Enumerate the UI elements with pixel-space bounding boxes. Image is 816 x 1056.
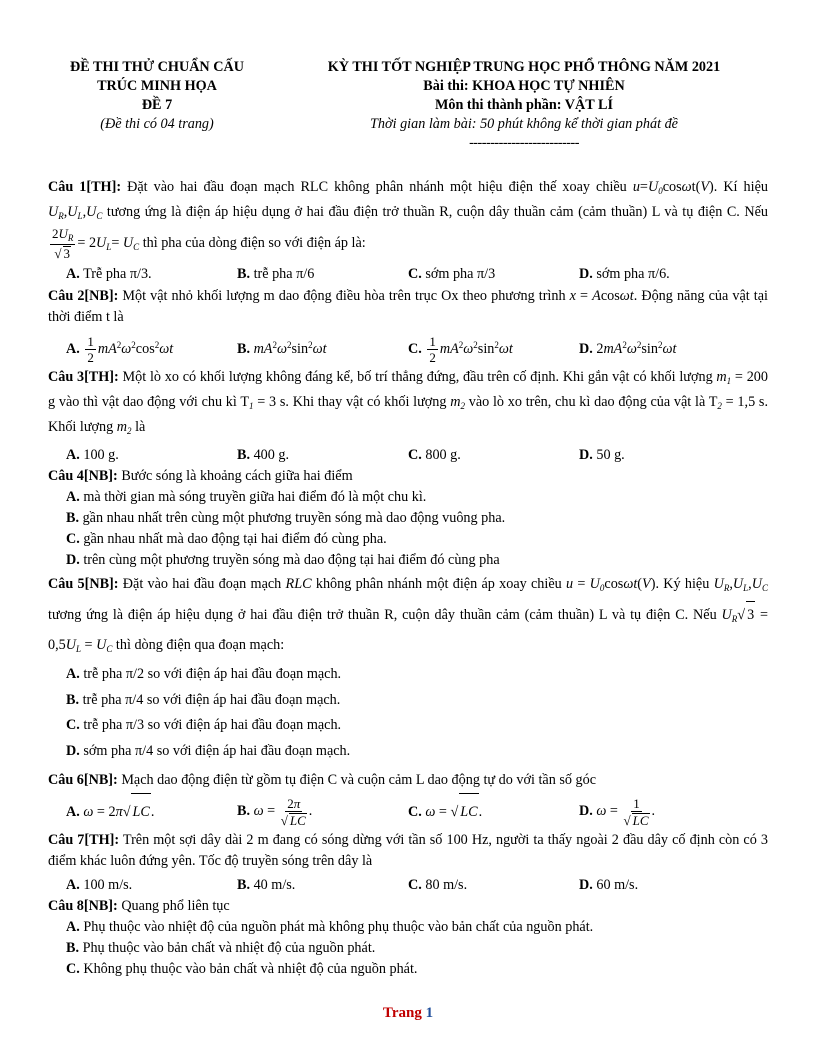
header-left <box>48 58 266 153</box>
option-c[interactable]: C. sớm pha π/3 <box>408 266 496 282</box>
header-right <box>266 58 768 153</box>
question-text: thì pha của dòng điện so với điện áp là: <box>139 234 366 251</box>
option-d[interactable]: D. sớm pha π/6. <box>579 266 670 282</box>
option-b[interactable]: B. Phụ thuộc vào bản chất và nhiệt độ của nguồn phát. <box>66 940 376 957</box>
question-text: Mạch dao động điện từ gồm tụ điện C và cuộn cảm L dao động tự do với tần số góc <box>117 772 597 789</box>
option-d[interactable]: D. $2mA^2\omega^2\sin^2\omega t$ <box>579 340 677 357</box>
question-6 <box>48 770 768 791</box>
question-text: vào lò xo trên, chu kì dao động của vật là <box>464 394 709 411</box>
question-text: thì dòng điện qua đoạn mạch: <box>112 637 285 654</box>
exam-header <box>48 58 768 153</box>
option-b[interactable]: B. ω = $\frac{2\pi}{√ LC}$ . <box>237 795 313 828</box>
question-label: Câu 6[NB]: <box>48 772 118 789</box>
option-d[interactable]: D. 60 m/s. <box>579 877 639 894</box>
question-7 <box>48 830 768 872</box>
question-text: là <box>131 419 146 436</box>
question-text: tương ứng là điện áp hiệu dụng ở hai đầu điện trở thuần R, cuộn dây thuần cảm (cảm thuần) L và tụ điện C. Nếu <box>102 204 768 220</box>
option-a[interactable]: A. Trễ pha π/3. <box>66 266 152 282</box>
option-c[interactable]: C. $\frac{1}{2}$ $mA^2\omega^2\sin^2\omega t$ <box>408 334 513 366</box>
option-b[interactable]: B. trễ pha π/4 so với điện áp hai đầu đoạn mạch. <box>66 691 341 708</box>
question-4 <box>48 466 768 487</box>
answer-options <box>48 662 768 764</box>
answer-options <box>48 874 768 896</box>
exam-subject: Bài thi: KHOA HỌC TỰ NHIÊN <box>423 78 625 94</box>
question-text: không phân nhánh một điện áp xoay chiều <box>311 576 566 593</box>
math-fraction: $\frac{2U_R}{√ 3}$ <box>52 226 74 261</box>
answer-options <box>48 330 768 364</box>
question-5: Câu 5[NB]: Đặt vào hai đầu đoạn mạch RLC không phân nhánh một điện áp xoay chiều $u = U_0\cos\omega t(V)$. Ký hiệu $U_R,U_L,U_C$ tương ứng là điện áp hiệu dụng ở hai đầu điện trở thuần R, cuộn dây thuần cảm (cảm thuần) L và tụ điện C. Nếu $U_R√$ $3 = 0,5U_L = U_C$ thì dòng điện qua đoạn mạch: <box>48 576 768 655</box>
question-8 <box>48 896 768 917</box>
question-label: Câu 3[TH]: <box>48 369 119 386</box>
option-a[interactable]: A. $\frac{1}{2}$ $mA^2\omega^2\cos^2\omega t$ <box>66 334 174 366</box>
question-label: Câu 2[NB]: <box>48 288 119 304</box>
answer-options <box>48 487 768 571</box>
option-b[interactable]: B. 400 g. <box>237 447 290 464</box>
question-1: Câu 1[TH]: Đặt vào hai đầu đoạn mạch RLC không phân nhánh một hiệu điện thế xoay chiều $u=U_0\cos\omega t(V)$. Kí hiệu $U_R,U_L,U_C$ tương ứng là điện áp hiệu dụng ở hai đầu điện trở thuần R, cuộn dây thuần cảm (cảm thuần) L và tụ điện C. Nếu $\frac{2U_R}{√ 3}$ = $2U_L= U_C$ thì pha của dòng điện so với điện áp là: <box>48 179 768 261</box>
page-count-note: (Đề thi có 04 trang) <box>100 116 214 132</box>
question-label: Câu 5[NB]: <box>48 576 119 593</box>
question-text: . Kí hiệu <box>713 179 768 195</box>
exam-body <box>48 177 768 980</box>
question-text: . Khi thay vật có khối lượng <box>285 394 451 411</box>
option-b[interactable]: B. 40 m/s. <box>237 877 296 894</box>
exam-duration: Thời gian làm bài: 50 phút không kể thời gian phát đề <box>370 116 678 132</box>
header-divider: -------------------------- <box>469 135 579 151</box>
option-d[interactable]: D. 50 g. <box>579 447 625 464</box>
option-a[interactable]: A. 100 g. <box>66 447 119 464</box>
option-a[interactable]: A. mà thời gian mà sóng truyền giữa hai điểm đó là một chu kì. <box>66 489 427 506</box>
option-c[interactable]: C. gần nhau nhất mà dao động tại hai điểm đó cùng pha. <box>66 531 387 548</box>
question-label: Câu 4[NB]: <box>48 468 118 485</box>
answer-options <box>48 793 768 830</box>
question-text: Một vật nhỏ khối lượng m dao động điều hòa trên trục Ox theo phương trình <box>118 288 570 304</box>
question-text: . Động năng của vật tại thời điểm t là <box>48 288 768 325</box>
school-line-1: ĐỀ THI THỬ CHUẨN CẤU <box>70 59 244 75</box>
option-a[interactable]: A. 100 m/s. <box>66 877 133 894</box>
question-label: Câu 7[TH]: <box>48 832 120 849</box>
question-text: vào thì vật dao động với chu kì <box>55 394 241 411</box>
exam-component: Môn thi thành phần: VẬT LÍ <box>434 97 614 113</box>
option-c[interactable]: C. Không phụ thuộc vào bản chất và nhiệt độ của nguồn phát. <box>66 961 418 978</box>
option-b[interactable]: B. trễ pha π/6 <box>237 266 315 282</box>
option-a[interactable]: A. ω = 2π√ LC. <box>66 793 237 830</box>
option-a[interactable]: A. Phụ thuộc vào nhiệt độ của nguồn phát mà không phụ thuộc vào bản chất của nguồn phát. <box>66 919 594 936</box>
question-text: tương ứng là điện áp hiệu dụng ở hai đầu điện trở thuần R, cuộn dây thuần cảm (cảm thuần) L và tụ điện C. Nếu <box>48 607 722 624</box>
answer-options <box>48 444 768 466</box>
question-text: Quang phổ liên tục <box>117 898 230 915</box>
option-c[interactable]: C. 800 g. <box>408 447 461 464</box>
option-a[interactable]: A. trễ pha π/2 so với điện áp hai đầu đoạn mạch. <box>66 666 342 683</box>
question-text: . Ký hiệu <box>655 576 714 593</box>
option-b[interactable]: B. $mA^2\omega^2\sin^2\omega t$ <box>237 340 327 357</box>
answer-options <box>48 917 768 980</box>
option-c[interactable]: C. ω = √ LC. <box>408 793 579 830</box>
page-number: 1 <box>425 1005 434 1021</box>
option-c[interactable]: C. trễ pha π/3 so với điện áp hai đầu đoạn mạch. <box>66 717 342 734</box>
question-text: Một lò xo có khối lượng không đáng kể, bố trí thẳng đứng, đầu trên cố định. Khi gắn vật có khối lượng <box>118 369 717 386</box>
question-3: Câu 3[TH]: Một lò xo có khối lượng không đáng kể, bố trí thẳng đứng, đầu trên cố định. Khi gắn vật có khối lượng $m_1 = 200$ g vào thì vật dao động với chu kì $T_1 = 3$ s. Khi thay vật có khối lượng $m_2$ vào lò xo trên, chu kì dao động của vật là $T_2 = 1,5$ s. Khối lượng $m_2$ là <box>48 369 768 437</box>
answer-options <box>48 262 768 286</box>
option-d[interactable]: D. sớm pha π/4 so với điện áp hai đầu đoạn mạch. <box>66 742 351 759</box>
question-label: Câu 1[TH]: <box>48 179 122 195</box>
question-text: . Khối lượng <box>48 394 768 436</box>
question-label: Câu 8[NB]: <box>48 898 118 915</box>
question-2: Câu 2[NB]: Một vật nhỏ khối lượng m dao động điều hòa trên trục Ox theo phương trình x = Acosωt. Động năng của vật tại thời điểm t là <box>48 288 768 325</box>
school-line-2: TRÚC MINH HỌA <box>97 78 217 94</box>
exam-code: ĐỀ 7 <box>141 97 173 113</box>
option-c[interactable]: C. 80 m/s. <box>408 877 468 894</box>
math-voltage: u <box>632 179 640 195</box>
option-b[interactable]: B. gần nhau nhất trên cùng một phương truyền sóng mà dao động vuông pha. <box>66 510 506 527</box>
option-d[interactable]: D. trên cùng một phương truyền sóng mà dao động tại hai điểm đó cùng pha <box>66 552 500 569</box>
option-d[interactable]: D. ω = $\frac{1}{√ LC}$ . <box>579 795 656 828</box>
question-text: Đặt vào hai đầu đoạn mạch <box>118 576 286 593</box>
question-text: Bước sóng là khoảng cách giữa hai điểm <box>117 468 353 485</box>
exam-title: KỲ THI TỐT NGHIỆP TRUNG HỌC PHỔ THÔNG NĂM 2021 <box>327 59 721 75</box>
page-footer <box>0 1004 816 1024</box>
page-word: Trang <box>382 1005 422 1021</box>
question-text: Trên một sợi dây dài 2 m đang có sóng dừng với tần số 100 Hz, người ta thấy ngoài 2 đầu dây cố định còn có 3 điểm khác luôn đứng yên. Tốc độ truyền sóng trên dây là <box>48 832 768 870</box>
question-text: Đặt vào hai đầu đoạn mạch RLC không phân nhánh một hiệu điện thế xoay chiều <box>121 179 633 195</box>
